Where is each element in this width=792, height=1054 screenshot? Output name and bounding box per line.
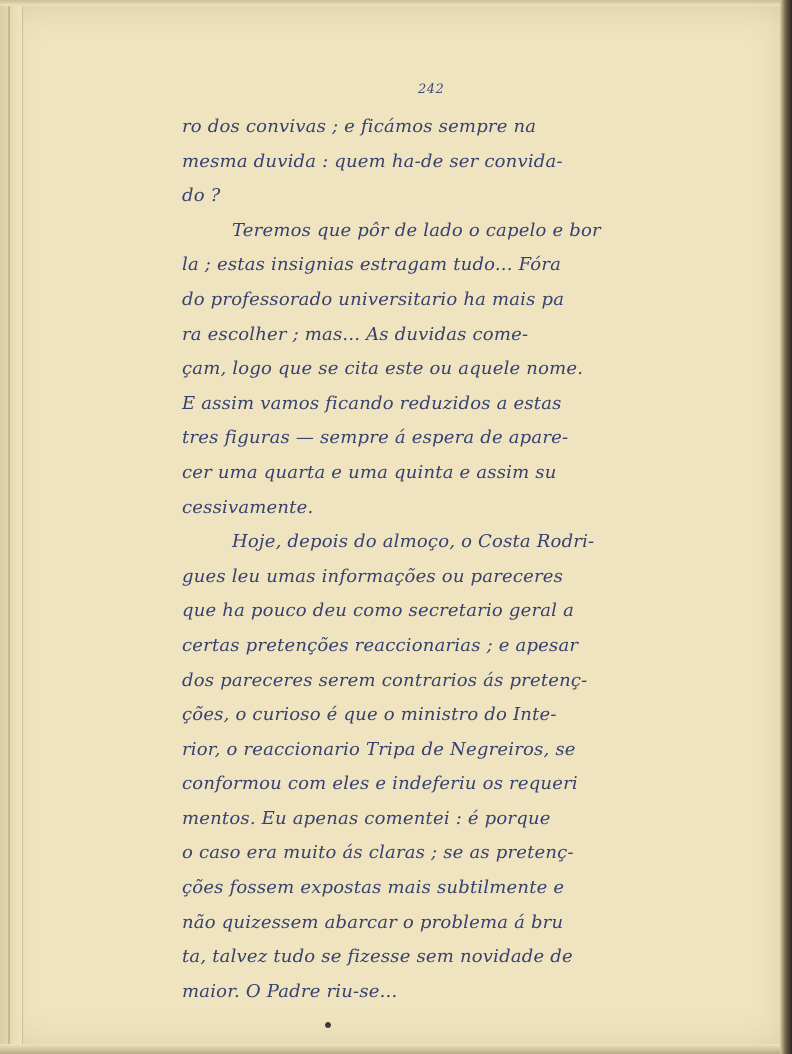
page-bottom-edge <box>0 1044 792 1054</box>
text-line: çam, logo que se cita este ou aquele nome. <box>182 358 584 380</box>
text-line: ta, talvez tudo se fizesse sem novidade de <box>182 946 573 968</box>
text-line: tres figuras — sempre á espera de apare- <box>182 427 569 449</box>
text-line: mentos. Eu apenas comentei : é porque <box>182 807 551 829</box>
text-line: ções fossem expostas mais subtilmente e <box>182 877 565 899</box>
text-line: certas pretenções reaccionarias ; e apesar <box>182 634 579 656</box>
text-line: gues leu umas informações ou pareceres <box>182 565 564 587</box>
text-line: mesma duvida : quem ha-de ser convida- <box>182 150 563 172</box>
page-binding-line <box>8 0 10 1054</box>
text-line: ro dos convivas ; e ficámos sempre na <box>182 116 537 137</box>
text-line: rior, o reaccionario Tripa de Negreiros, se <box>182 738 576 760</box>
page-right-edge <box>780 0 792 1054</box>
text-line: do professorado universitario ha mais pa <box>182 288 565 310</box>
text-line: dos pareceres serem contrarios ás pretenç- <box>182 669 588 691</box>
text-line: o caso era muito ás claras ; se as pretenç- <box>182 842 574 864</box>
text-line: Hoje, depois do almoço, o Costa Rodri- <box>232 531 595 553</box>
text-line: não quizessem abarcar o problema á bru <box>182 911 564 933</box>
text-line: cessivamente. <box>182 496 314 518</box>
text-line: que ha pouco deu como secretario geral a <box>182 600 574 622</box>
text-line: conformou com eles e indeferiu os requeri <box>182 773 578 795</box>
text-line: cer uma quarta e uma quinta e assim su <box>182 461 557 483</box>
handwritten-text <box>182 110 682 1009</box>
page-top-edge <box>0 0 792 6</box>
ink-dot <box>325 1022 331 1028</box>
text-line: ra escolher ; mas... As duvidas come- <box>182 323 529 345</box>
text-line: maior. O Padre riu-se... <box>182 980 398 1002</box>
page-number: 242 <box>418 82 445 97</box>
text-line: la ; estas insignias estragam tudo... Fóra <box>182 254 562 276</box>
text-line: E assim vamos ficando reduzidos a estas <box>182 392 562 414</box>
text-line: ções, o curioso é que o ministro do Inte- <box>182 704 557 726</box>
text-line: do ? <box>182 185 221 207</box>
page-binding-edge <box>0 0 23 1054</box>
text-line: Teremos que pôr de lado o capelo e bor <box>232 219 601 241</box>
